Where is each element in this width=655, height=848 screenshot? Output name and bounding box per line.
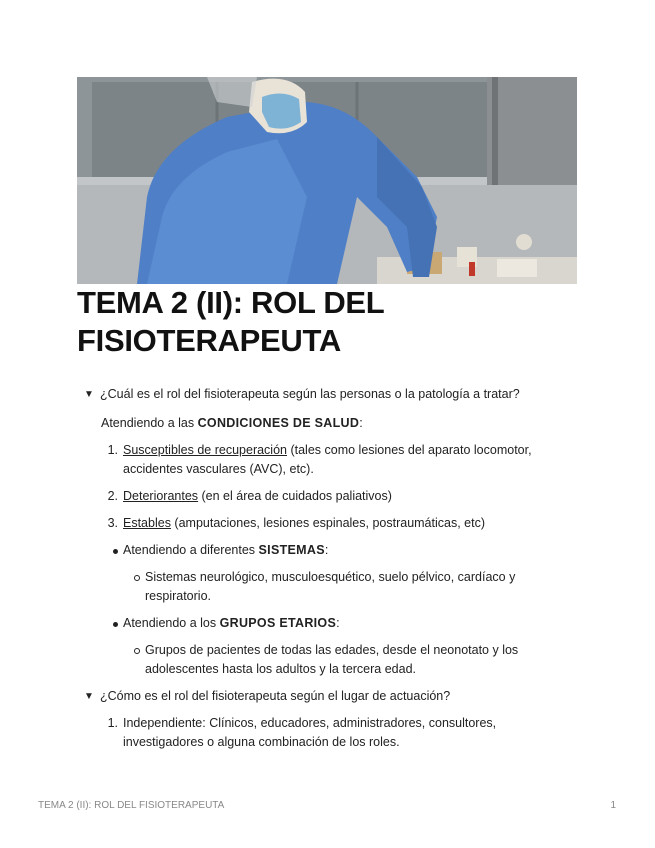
toggle-expanded-icon[interactable]: ▼: [84, 691, 94, 702]
list-number: 1.: [107, 716, 118, 730]
health-conditions-lead: Atendiendo a las CONDICIONES DE SALUD:: [101, 416, 363, 430]
list-item: Atendiendo a diferentes SISTEMAS:: [101, 541, 557, 560]
hollow-bullet-icon: [134, 575, 140, 581]
list-item: Sistemas neurológico, musculoesquético, suelo pélvico, cardíaco y respiratorio.: [123, 568, 557, 606]
underlined-term: Estables: [123, 516, 171, 530]
bold-term: GRUPOS ETARIOS: [219, 616, 337, 630]
cover-image: [77, 77, 577, 284]
list-item: 2. Deteriorantes (en el área de cuidados paliativos): [101, 487, 557, 506]
systems-list: [77, 541, 557, 560]
toggle-question: ¿Cuál es el rol del fisioterapeuta según las personas o la patología a tratar?: [100, 387, 520, 401]
list-item: Atendiendo a los GRUPOS ETARIOS:: [101, 614, 557, 633]
age-groups-list: [77, 614, 557, 633]
bold-term: SISTEMAS: [258, 543, 325, 557]
toggle-roles-by-workplace[interactable]: [77, 687, 557, 706]
footer-title: TEMA 2 (II): ROL DEL FISIOTERAPEUTA: [38, 800, 225, 811]
list-item: 3. Estables (amputaciones, lesiones espinales, postraumáticas, etc): [101, 514, 557, 533]
hollow-bullet-icon: [134, 648, 140, 654]
conditions-list: [77, 441, 557, 533]
list-item: 1. Independiente: Clínicos, educadores, administradores, consultores, investigadores o alguna combinación de los roles.: [101, 714, 557, 752]
page-title: TEMA 2 (II): ROL DEL FISIOTERAPEUTA: [77, 285, 384, 358]
document-body: [77, 385, 557, 752]
list-number: 1.: [107, 443, 118, 457]
list-number: 2.: [107, 489, 118, 503]
toggle-expanded-icon[interactable]: ▼: [84, 389, 94, 400]
underlined-term: Deteriorantes: [123, 489, 199, 503]
toggle-question: ¿Cómo es el rol del fisioterapeuta según el lugar de actuación?: [100, 689, 451, 703]
page-footer: [38, 800, 616, 811]
systems-sublist: [77, 568, 557, 606]
list-item: Grupos de pacientes de todas las edades, desde el neonotato y los adolescentes hasta los adultos y la tercera edad.: [123, 641, 557, 679]
workplace-list: [77, 714, 557, 752]
list-item: 1. Susceptibles de recuperación (tales como lesiones del aparato locomotor, accidentes vasculares (AVC), etc).: [101, 441, 557, 479]
toggle-roles-by-patient[interactable]: [77, 385, 557, 404]
underlined-term: Susceptibles de recuperación: [123, 443, 287, 457]
bold-term: CONDICIONES DE SALUD: [197, 416, 360, 430]
page-number: 1: [610, 800, 616, 811]
age-groups-sublist: [77, 641, 557, 679]
bullet-icon: [113, 622, 118, 627]
list-number: 3.: [107, 516, 118, 530]
bullet-icon: [113, 549, 118, 554]
